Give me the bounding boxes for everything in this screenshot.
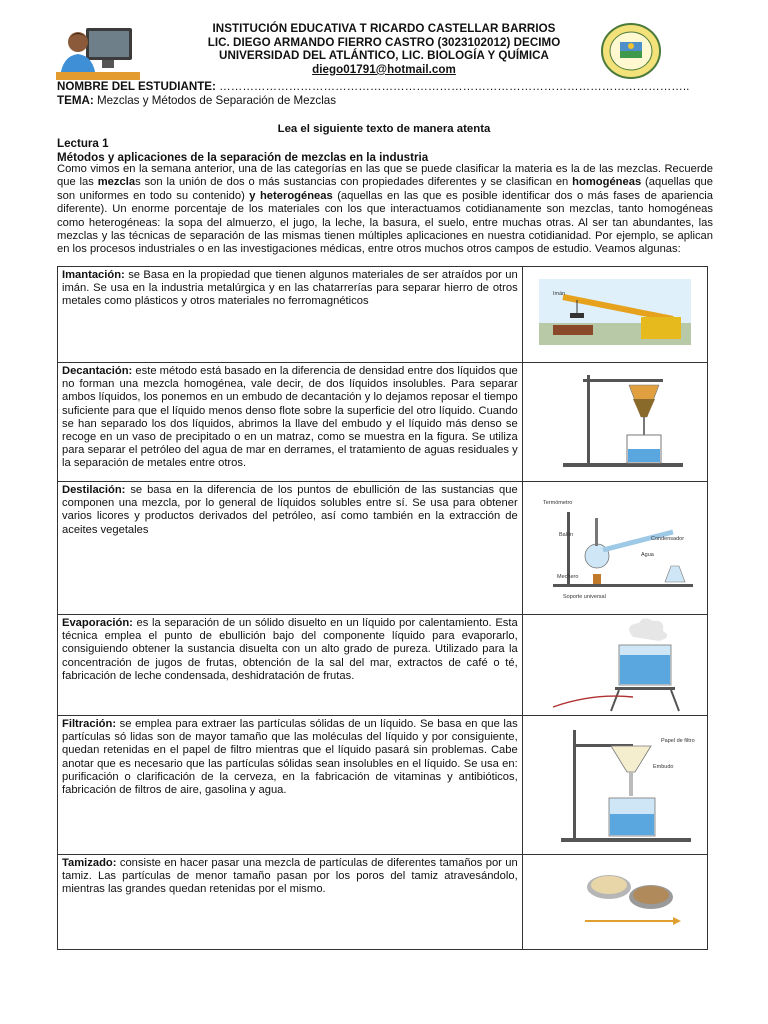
method-text: se basa en la diferencia de los puntos de ebullición de las sustancias que componen una mezcla, por lo general de líquidos solubles entre sí. Se usa para obtener varios licores y productos derivados del petróleo, así como también en la extracción de aceites vegetales [62, 484, 518, 536]
filtration-funnel-illustration [523, 716, 707, 854]
topic-label: TEMA: [57, 94, 94, 107]
filter-paper-label: Papel de filtro [660, 738, 695, 744]
method-text: este método está basado en la diferencia de densidad entre dos líquidos que no forman una mezcla homogénea, vale decir, de dos líquidos insolubles. Para separar ambos líquidos, los ponemos en un embudo de decantación y lo dejamos reposar el tiempo suficiente para que el líquido menos denso flote sobre la superficie del otro líquido. Cuando se han separado los dos líquidos, abrimos la llave del embudo y el líquido más denso se recoge en un vaso de precipitado o en un matraz, como se muestra en la figura. Se utiliza para separar el petróleo del agua de mar en derrames, el tratamiento de aguas residuales y la separación de metales entre otros. [62, 365, 518, 470]
method-text: se Basa en la propiedad que tienen algunos materiales de ser atraídos por un imán. Se usa en la industria metalúrgica y en las chatarrerías para separar hierro de otros metales como plásticos y otros materiales no ferromagnéticos [62, 269, 518, 308]
flask-label: Balón [558, 532, 573, 538]
method-illustration [522, 716, 707, 855]
teacher-email: diego01791@hotmail.com [312, 62, 456, 76]
intro-heterogeneas-word: y heterogéneas [249, 189, 333, 202]
intro-homogeneas-word: homogéneas [572, 176, 642, 189]
intro-text-1: Como vimos en la semana anterior, una de las categorías en las que se puede clasificar la materia es la de las mezclas. Recuerde que las [57, 163, 713, 189]
reading-number: Lectura 1 [57, 137, 109, 150]
stand-label: Soporte universal [562, 594, 606, 600]
intro-text-4: (aquellas en las que es posible identificar dos o más fases de apariencia diferente). Un enorme porcentaje de los materiales con los que interactuamos cotidianamente son mezclas, tanto homogéneas como heterogéneas: la sopa del almuerzo, el jugo, la leche, la basura, el suelo, entre muchas otras. Al ser tan abundantes, las mezclas y las técnicas de separación de las mismas tienen múltiples aplicaciones en nuestra cotidianidad. Por ejemplo, se aplican en los procesos industriales o en las investigaciones médicas, entre otros muchos otros campos de estudio. Veamos algunas: [57, 189, 713, 256]
method-text: es la separación de un sólido disuelto en un líquido por calentamiento. Esta técnica emplea el punto de ebullición bajo del componente líquido para evaporarlo, consiguiendo obtener la sustancia disuelta con un alto grado de pureza. Utilizado para la concentración de jugos de frutas, obtención de la sal del mar, extractos de café o té, fabricación de leche condensada, deshidratación de frutas. [62, 617, 518, 682]
burner-label: Mechero [556, 574, 579, 580]
method-name: Evaporación: [62, 617, 133, 629]
method-text: consiste en hacer pasar una mezcla de partículas de diferentes tamaños por un tamiz. Las partículas de menor tamaño pasan por los poros del tamiz atravesándolo, mientras las grandes quedan retenidas por el mismo. [62, 857, 518, 896]
thermometer-label: Termómetro [542, 500, 573, 506]
intro-mezcla-word: mezcla [97, 176, 136, 189]
water-label: Agua [640, 552, 654, 558]
method-illustration [522, 855, 707, 950]
method-row-tamizado [58, 855, 708, 950]
method-row-filtracion [58, 716, 708, 855]
method-description [58, 615, 523, 716]
method-name: Imantación: [62, 269, 125, 281]
method-description [58, 267, 523, 363]
reading-intro-paragraph [57, 163, 713, 257]
method-illustration [522, 615, 707, 716]
teacher-line: LIC. DIEGO ARMANDO FIERRO CASTRO (3023102012) DECIMO [207, 35, 561, 49]
method-illustration [522, 482, 707, 615]
method-row-imantacion [58, 267, 708, 363]
condenser-label: Condensador [650, 536, 684, 542]
method-name: Filtración: [62, 718, 117, 730]
topic-field [57, 94, 336, 108]
student-name-blank: ………………………………………………………………………………………………………….. [219, 80, 690, 93]
sieving-illustration [523, 855, 707, 949]
method-row-destilacion [58, 482, 708, 615]
method-description [58, 716, 523, 855]
institution-seal-icon [600, 22, 662, 80]
intro-text-3: (aquellas que son uniformes en todo su contenido) [57, 176, 713, 202]
institution-name: INSTITUCIÓN EDUCATIVA T RICARDO CASTELLAR BARRIOS [212, 22, 556, 35]
method-text: se emplea para extraer las partículas sólidas de un líquido. Se basa en que las partículas só lidas son de mayor tamaño que las moléculas del líquido y por consiguiente, quedan retenidas en el papel de filtro mientras que el líquido pasará sin problemas. Cabe anotar que es necesario que las partículas sólidas sean insolubles en el líquido. Se usa en: purificación o clarificación de la cerveza, en la fabricación de vitaminas y antibióticos, fabricación de filtros de aire, gasolina y agua. [62, 718, 518, 797]
intro-text-2: s son la unión de dos o más sustancias con propiedades diferentes y se clasifican en [135, 176, 573, 189]
method-row-evaporacion [58, 615, 708, 716]
student-name-label: NOMBRE DEL ESTUDIANTE: [57, 80, 216, 93]
separation-methods-table [57, 266, 708, 950]
university-line: UNIVERSIDAD DEL ATLÁNTICO, LIC. BIOLOGÍA Y QUÍMICA [219, 49, 549, 63]
method-illustration [522, 267, 707, 363]
decantation-funnel-illustration [523, 363, 707, 481]
funnel-label: Embudo [652, 764, 674, 770]
method-name: Destilación: [62, 484, 126, 496]
student-name-field[interactable] [57, 80, 689, 94]
evaporation-beaker-illustration [523, 615, 707, 715]
topic-value: Mezclas y Métodos de Separación de Mezclas [96, 94, 337, 107]
method-name: Tamizado: [62, 857, 117, 869]
reading-instruction: Lea el siguiente texto de manera atenta [277, 123, 491, 135]
magnet-label: Imán [552, 291, 565, 297]
reading-title: Métodos y aplicaciones de la separación de mezclas en la industria [57, 151, 429, 164]
method-row-decantacion [58, 363, 708, 482]
method-description [58, 363, 523, 482]
magnet-crane-illustration [523, 267, 707, 361]
distillation-apparatus-illustration [523, 482, 707, 614]
reading-heading [57, 137, 428, 165]
method-name: Decantación: [62, 365, 133, 377]
method-illustration [522, 363, 707, 482]
method-description [58, 482, 523, 615]
method-description [58, 855, 523, 950]
